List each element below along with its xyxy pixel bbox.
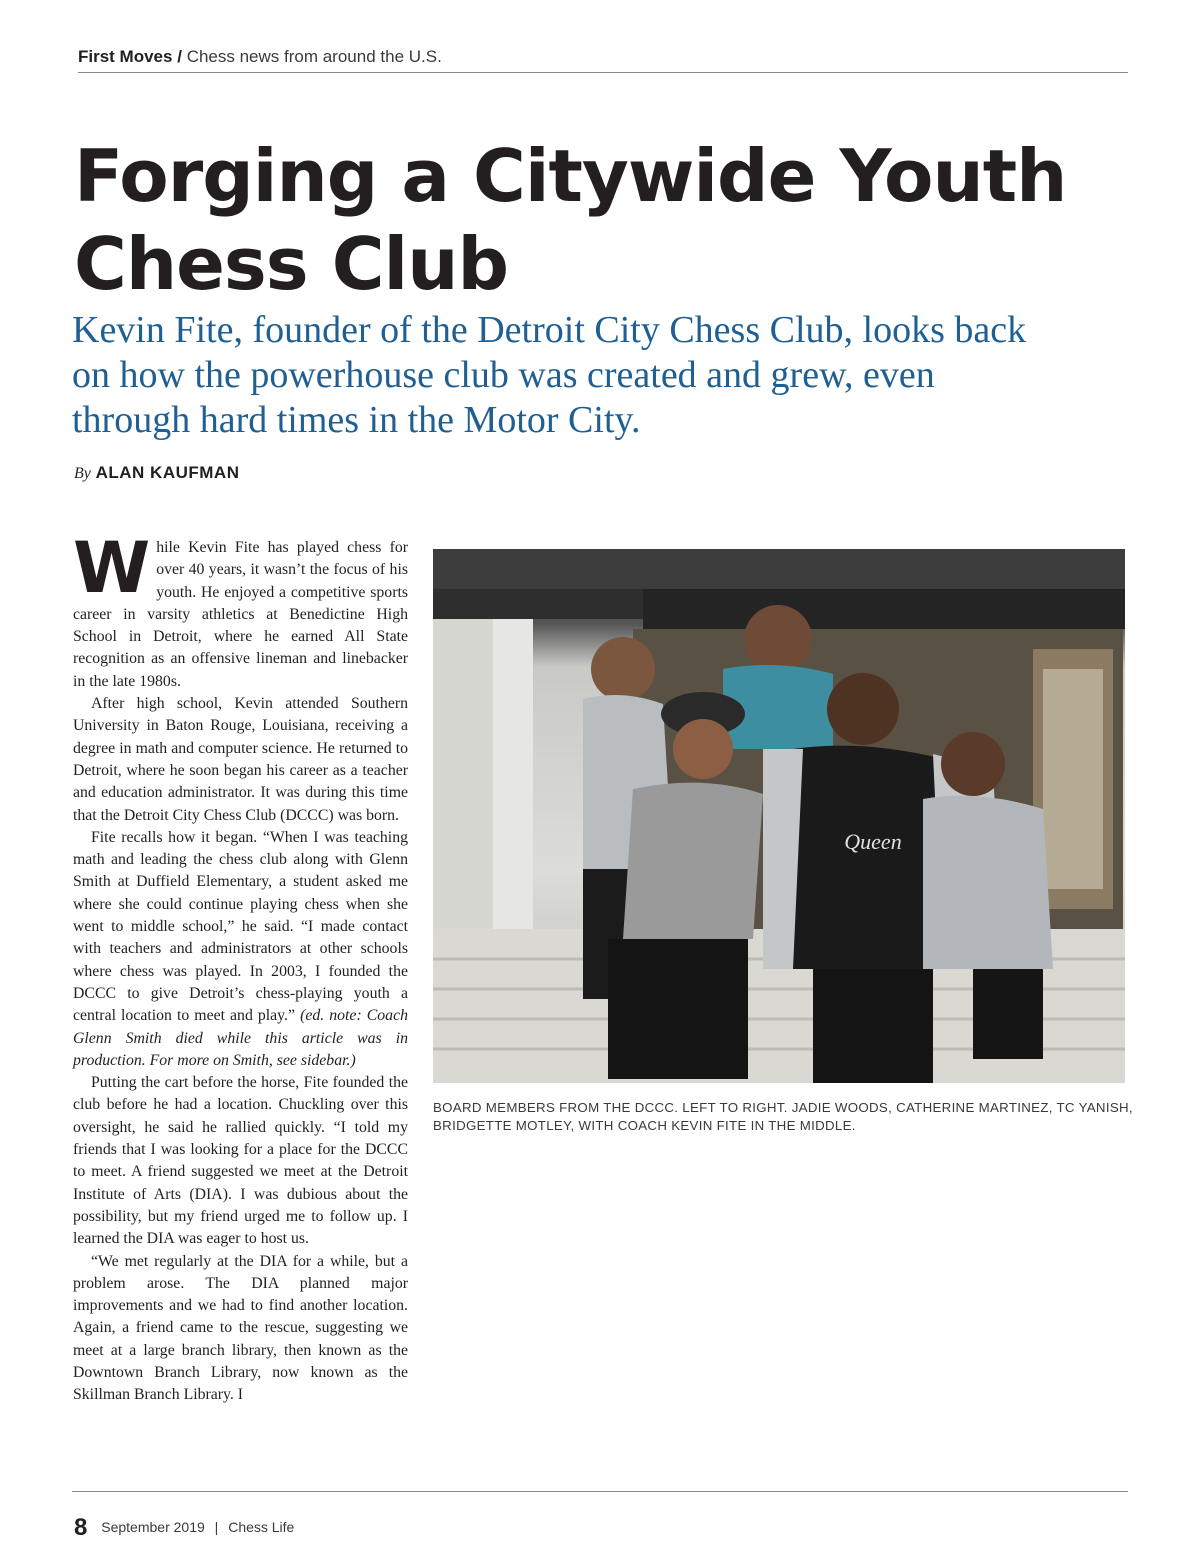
paragraph-2: After high school, Kevin attended Southern University in Baton Rouge, Louisiana, receiving a degree in math and computer science. He returned to Detroit, where he soon began his career as a teacher and education administrator. It was during this time that the Detroit City Chess Club (DCCC) was born. [73,695,408,824]
section-subtitle: Chess news from around the U.S. [186,47,442,66]
page-number: 8 [74,1514,88,1541]
footer-divider-bar: | [214,1519,219,1535]
page-footer [74,1514,294,1542]
header-separator: / [177,47,182,66]
article-dek: Kevin Fite, founder of the Detroit City Chess Club, looks back on how the powerhouse club was created and grew, even through hard times in the Motor City. [72,309,1027,441]
footer-divider [72,1491,1128,1492]
section-name: First Moves [78,47,173,66]
paragraph-3-text: Fite recalls how it began. “When I was teaching math and leading the chess club along with Glenn Smith at Duffield Elementary, a student asked me where she could continue playing chess when she went to middle school,” he said. “I made contact with teachers and administrators at other schools where chess was played. In 2003, I founded the DCCC to give Detroit’s chess-playing youth a central location to meet and play.” [73,828,408,1025]
publication-name: Chess Life [228,1519,295,1535]
group-photo [433,549,1125,1083]
photo-caption: BOARD MEMBERS FROM THE DCCC. LEFT TO RIGHT. JADIE WOODS, CATHERINE MARTINEZ, TC YANISH, BRIDGETTE MOTLEY, WITH COACH KEVIN FITE IN THE MIDDLE. [433,1100,1133,1133]
paragraph-1 [73,527,408,693]
byline [74,463,239,483]
paragraph-1-text: hile Kevin Fite has played chess for over 40 years, it wasn’t the focus of his youth. He enjoyed a competitive sports career in varsity athletics at Benedictine High School in Detroit, where he earned All State recognition as an offensive lineman and linebacker in the late 1980s. [73,539,408,690]
paragraph-3 [73,827,408,1072]
issue-date: September 2019 [101,1519,205,1535]
group-photo-illustration [433,549,1125,1083]
page-header [78,46,1128,73]
author-name: ALAN KAUFMAN [95,463,240,482]
drop-cap: W [73,527,151,609]
paragraph-5: “We met regularly at the DIA for a while, but a problem arose. The DIA planned major improvements and we had to find another location. Again, a friend came to the rescue, suggesting we meet at a large branch library, then known as the Downtown Branch Library, now known as the Skillman Branch Library. I [73,1252,408,1404]
editor-note: (ed. note: Coach Glenn Smith died while this article was in production. For more on Smith, see sidebar.) [73,1007,408,1069]
article-title: Forging a Citywide Youth Chess Club [74,134,1067,306]
article-body [73,527,408,1407]
paragraph-4: Putting the cart before the horse, Fite founded the club before he had a location. Chuckling over this oversight, he said he rallied quickly. “I told my friends that I was looking for a place for the DCCC to meet. A friend suggested we meet at the Detroit Institute of Arts (DIA). I was dubious about the possibility, but my friend urged me to follow up. I learned the DIA was eager to host us. [73,1074,408,1248]
shirt-text: Queen [844,829,902,854]
byline-prefix: By [74,465,91,482]
